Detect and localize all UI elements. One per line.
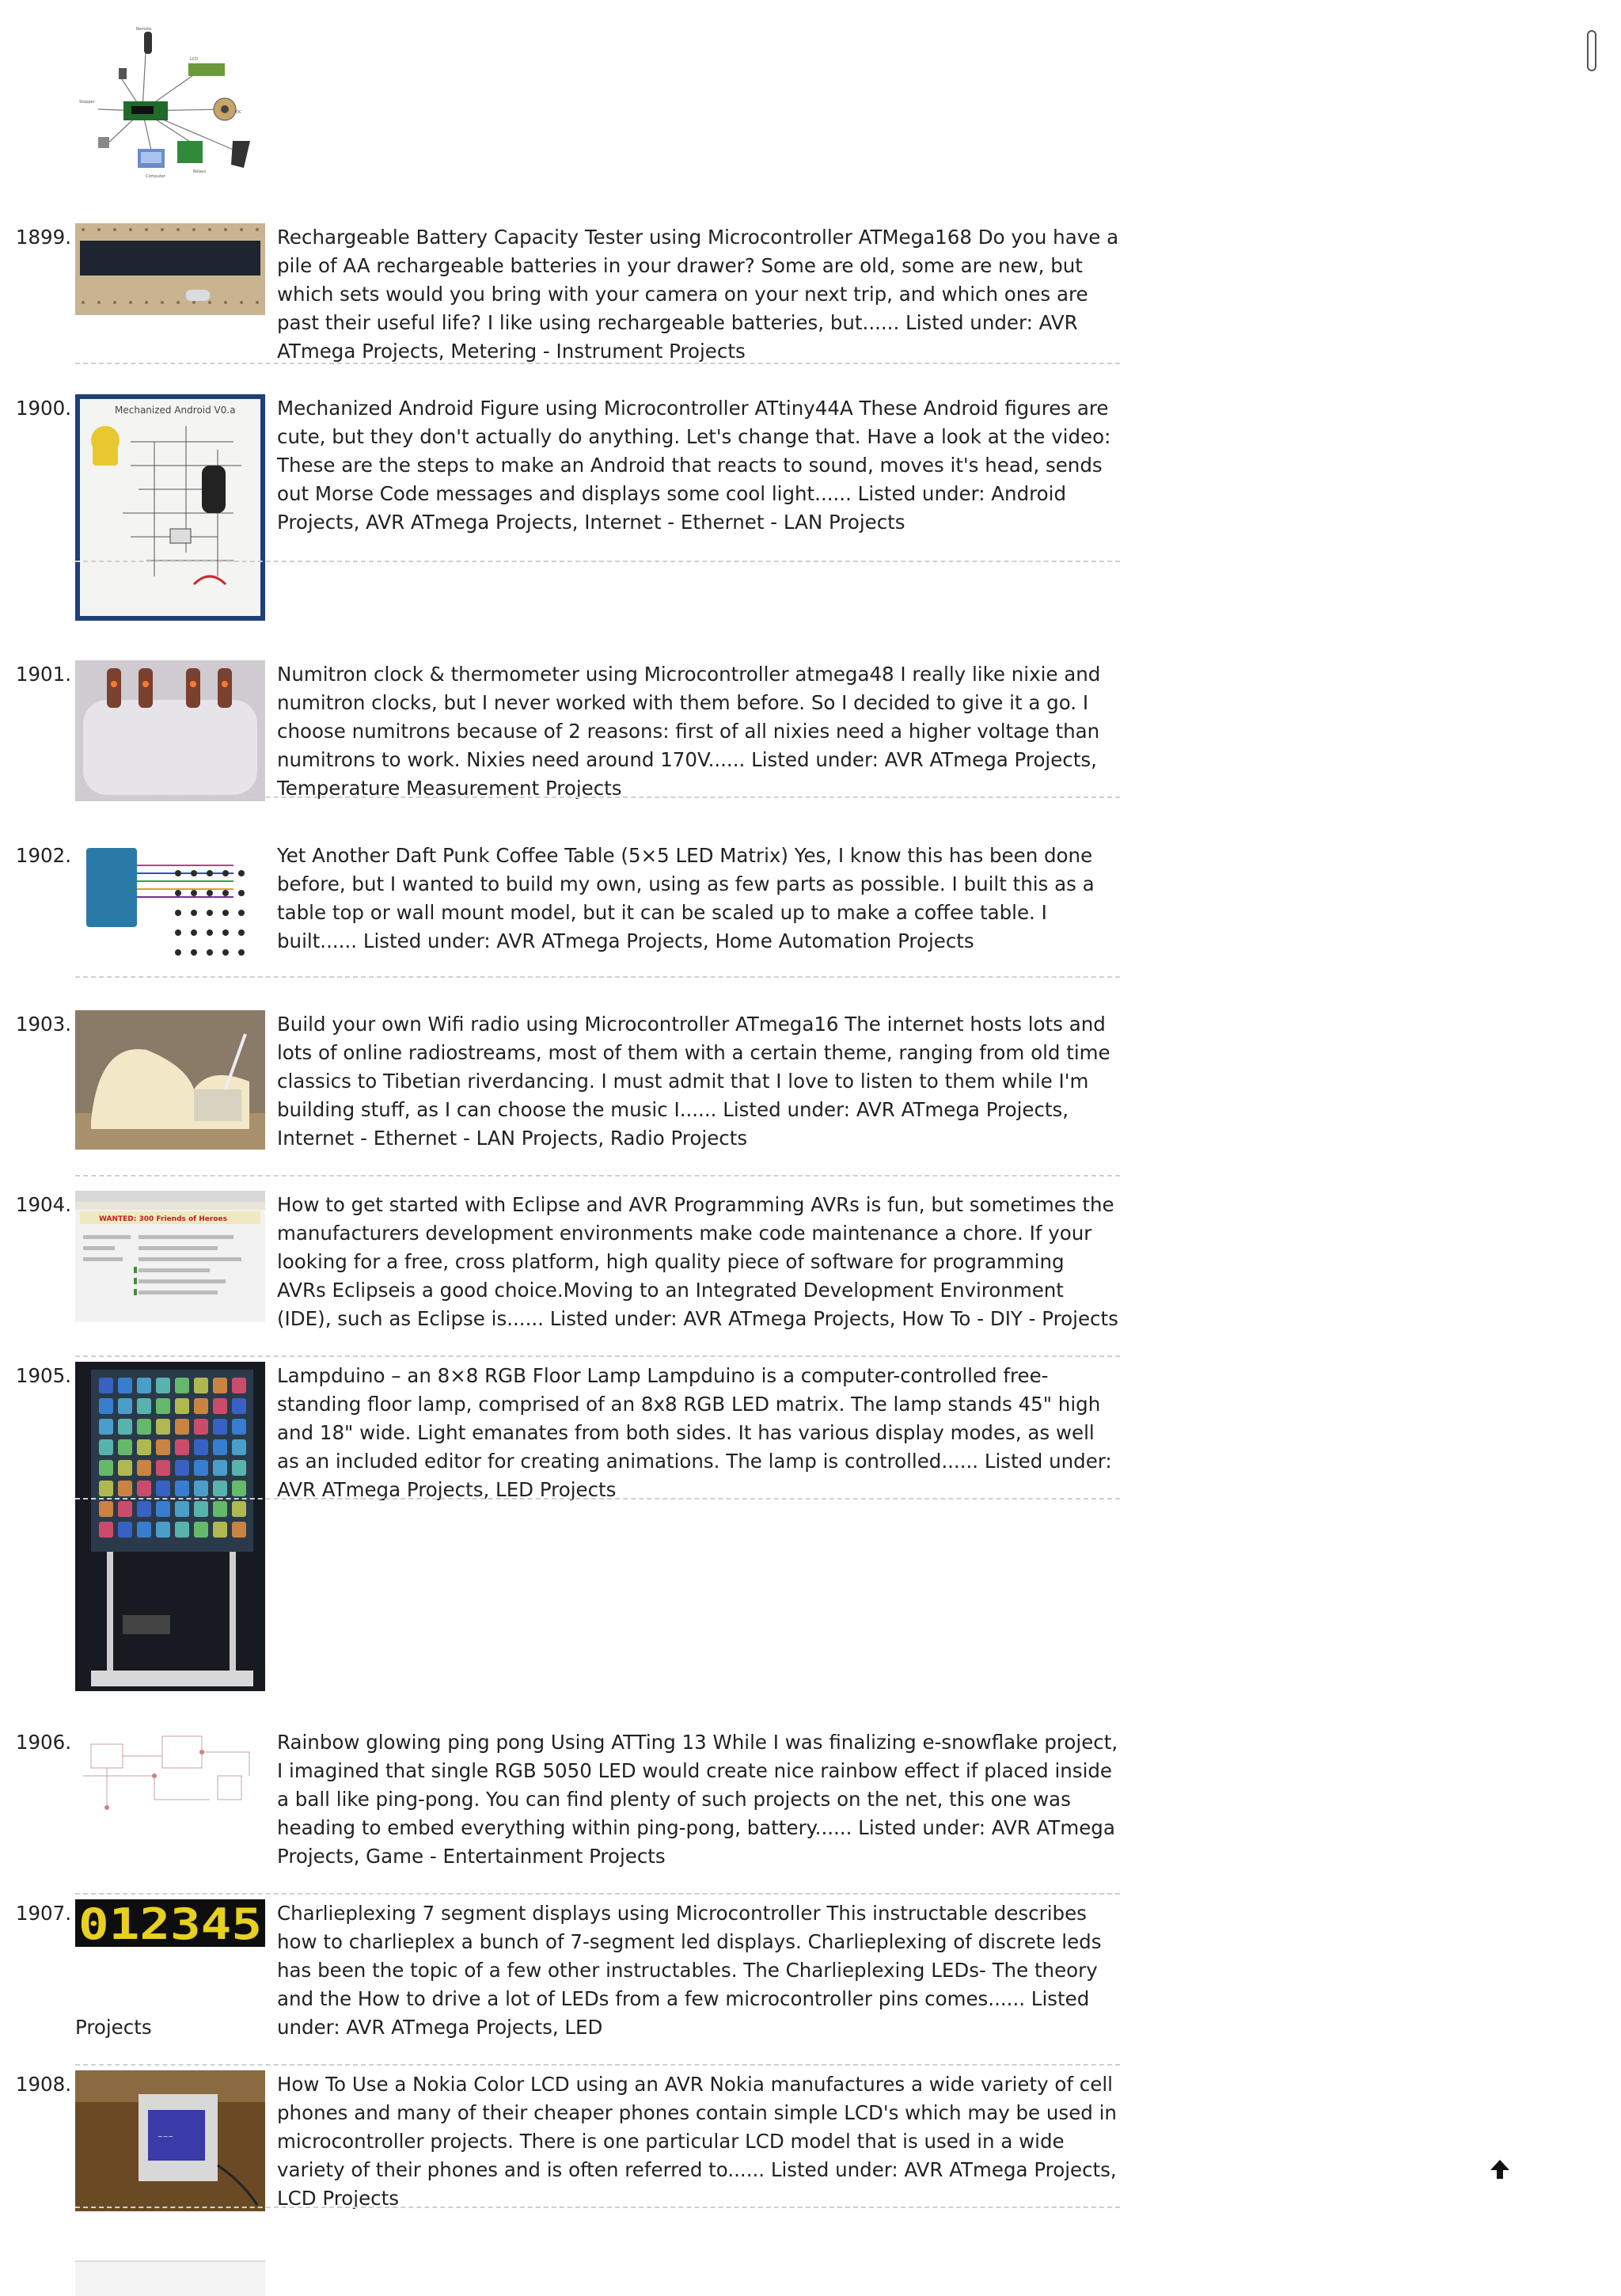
lamp-led-cell: [232, 1460, 246, 1476]
lamp-led-cell: [156, 1398, 170, 1414]
project-thumbnail[interactable]: [75, 660, 265, 801]
item-separator: [75, 976, 1120, 978]
lamp-led-cell: [118, 1460, 132, 1476]
svg-text:~~~: ~~~: [158, 2133, 174, 2140]
project-description[interactable]: Rechargeable Battery Capacity Tester using Microcontroller ATMega168 Do you have a pile of AA rechargeable batteries in your drawer? Some are old, some are new, but which sets would you bring with your camera on your next trip, and which ones are past their useful life? I like using rechargeable batteries, but...... Listed under: AVR ATmega Projects, Metering - Instrument Projects: [277, 226, 1119, 363]
item-separator: [75, 1893, 1120, 1895]
lamp-led-cell: [118, 1378, 132, 1393]
item-number: 1908.: [15, 2073, 71, 2096]
lamp-led-cell: [194, 1481, 208, 1496]
description-overflow[interactable]: Projects: [75, 2016, 152, 2039]
item-number: 1906.: [15, 1731, 71, 1754]
project-thumbnail[interactable]: [75, 1191, 265, 1322]
lamp-led-cell: [232, 1419, 246, 1435]
svg-text:Relays: Relays: [193, 169, 207, 174]
project-thumbnail[interactable]: [75, 2070, 265, 2211]
project-thumbnail[interactable]: [75, 223, 265, 315]
lamp-led-cell: [137, 1378, 151, 1393]
item-separator: [75, 561, 1120, 562]
lamp-led-cell: [232, 1522, 246, 1538]
lamp-led-cell: [137, 1398, 151, 1414]
thumb-caption: Mechanized Android V0.a: [115, 405, 236, 416]
lamp-led-cell: [175, 1460, 189, 1476]
project-description[interactable]: Rainbow glowing ping pong Using ATTing 13 While I was finalizing e-snowflake project, I imagined that single RGB 5050 LED would create nice rainbow effect if placed inside a ball like ping-pong. You can find plenty of such projects on the net, this one was heading to embed everything within ping-pong, battery...... Listed under: AVR ATmega Projects, Game - Entertainment Projects: [277, 1731, 1118, 1868]
project-thumbnail[interactable]: [75, 1899, 265, 1947]
item-number: 1899.: [15, 226, 71, 249]
lamp-led-cell: [213, 1522, 227, 1538]
project-thumbnail[interactable]: [75, 394, 265, 621]
lamp-led-cell: [232, 1481, 246, 1496]
lamp-led-cell: [175, 1419, 189, 1435]
item-number: 1904.: [15, 1193, 71, 1216]
project-thumbnail[interactable]: [75, 1728, 265, 1815]
lamp-led-cell: [99, 1398, 113, 1414]
lamp-led-cell: [156, 1460, 170, 1476]
lamp-led-cell: [118, 1481, 132, 1496]
lamp-led-cell: [156, 1378, 170, 1393]
lamp-led-cell: [137, 1439, 151, 1455]
lamp-led-cell: [175, 1398, 189, 1414]
item-separator: [75, 2207, 1120, 2208]
lamp-led-cell: [137, 1501, 151, 1517]
item-number: 1905.: [15, 1364, 71, 1387]
item-number: 1901.: [15, 663, 71, 686]
lamp-led-cell: [175, 1481, 189, 1496]
item-number: 1902.: [15, 844, 71, 867]
lamp-led-cell: [232, 1398, 246, 1414]
item-number: 1900.: [15, 397, 71, 420]
lamp-led-cell: [194, 1460, 208, 1476]
lamp-led-cell: [194, 1501, 208, 1517]
up-arrow-icon: [1488, 2157, 1512, 2181]
item-number: 1903.: [15, 1013, 71, 1036]
svg-text:LCD: LCD: [190, 57, 199, 62]
lamp-led-cell: [194, 1398, 208, 1414]
project-description[interactable]: Charlieplexing 7 segment displays using Microcontroller This instructable describes how to charlieplex a bunch of 7-segment led displays. Charlieplexing of discrete leds has been the topic of a few other instructables. The Charlieplexing LEDs- The theory and the How to drive a lot of LEDs from a few microcontroller pins comes...... Listed under: AVR ATmega Projects, LED: [277, 1902, 1102, 2039]
thumb-caption: 012345: [78, 1899, 262, 1947]
lamp-led-cell: [232, 1501, 246, 1517]
lamp-led-cell: [194, 1378, 208, 1393]
lamp-led-cell: [156, 1419, 170, 1435]
next-thumbnail-partial[interactable]: [75, 2260, 265, 2296]
lamp-led-cell: [175, 1522, 189, 1538]
project-description[interactable]: Lampduino – an 8×8 RGB Floor Lamp Lampduino is a computer-controlled free-standing floor lamp, comprised of an 8x8 RGB LED matrix. The lamp stands 45" high and 18" wide. Light emanates from both sides. It has various display modes, as well as an included editor for creating animations. The lamp is controlled...... Listed under: AVR ATmega Projects, LED Projects: [277, 1364, 1112, 1501]
lamp-led-cell: [213, 1398, 227, 1414]
lamp-led-cell: [213, 1419, 227, 1435]
lamp-led-cell: [156, 1501, 170, 1517]
lamp-led-cell: [156, 1439, 170, 1455]
svg-text:DC: DC: [236, 110, 242, 115]
lamp-led-cell: [156, 1522, 170, 1538]
item-number: 1907.: [15, 1902, 71, 1925]
thumb-caption: WANTED: 300 Friends of Heroes: [99, 1215, 227, 1223]
lamp-led-cell: [213, 1481, 227, 1496]
lamp-led-cell: [118, 1522, 132, 1538]
lamp-led-cell: [194, 1522, 208, 1538]
lamp-led-cell: [137, 1481, 151, 1496]
lamp-led-cell: [213, 1501, 227, 1517]
item-separator: [75, 1175, 1120, 1177]
lamp-led-cell: [175, 1439, 189, 1455]
item-separator: [75, 1355, 1120, 1357]
lamp-led-cell: [213, 1378, 227, 1393]
scrollbar-thumb[interactable]: [1587, 30, 1596, 71]
item-separator: [75, 363, 1120, 364]
lamp-led-cell: [99, 1378, 113, 1393]
lamp-led-cell: [213, 1460, 227, 1476]
svg-text:Stepper: Stepper: [79, 100, 95, 105]
lamp-led-cell: [99, 1501, 113, 1517]
lamp-led-cell: [232, 1378, 246, 1393]
lamp-led-cell: [175, 1501, 189, 1517]
lamp-led-cell: [99, 1419, 113, 1435]
svg-text:Remote: Remote: [136, 27, 152, 32]
item-separator: [75, 2064, 1120, 2066]
back-to-top-button[interactable]: [1488, 2157, 1512, 2181]
lamp-led-cell: [99, 1439, 113, 1455]
item-separator: [75, 1498, 1120, 1500]
project-description[interactable]: Build your own Wifi radio using Microcontroller ATmega16 The internet hosts lots and lots of online radiostreams, most of them with a certain theme, ranging from old time classics to Tibetian riverdancing. I must admit that I love to listen to them while I'm building stuff, as I can choose the music I...... Listed under: AVR ATmega Projects, Internet - Ethernet - LAN Projects, Radio Projects: [277, 1013, 1110, 1150]
lamp-led-cell: [175, 1378, 189, 1393]
project-description[interactable]: Yet Another Daft Punk Coffee Table (5×5 LED Matrix) Yes, I know this has been done before, but I wanted to build my own, using as few parts as possible. I built this as a table top or wall mount model, but it can be scaled up to make a coffee table. I built...... Listed under: AVR ATmega Projects, Home Automation Projects: [277, 844, 1095, 952]
lamp-led-cell: [99, 1522, 113, 1538]
project-description[interactable]: How to get started with Eclipse and AVR Programming AVRs is fun, but sometimes the manufacturers development environments make code maintenance a chore. If your looking for a free, cross platform, high quality piece of software for programming AVRs Eclipseis a good choice.Moving to an Integrated Development Environment (IDE), such as Eclipse is...... Listed under: AVR ATmega Projects, How To - DIY - Projects: [277, 1193, 1118, 1330]
item-separator: [75, 796, 1120, 798]
lamp-led-cell: [194, 1439, 208, 1455]
lamp-led-cell: [118, 1439, 132, 1455]
lamp-led-cell: [118, 1501, 132, 1517]
project-description[interactable]: Mechanized Android Figure using Microcontroller ATtiny44A These Android figures are cute, but they don't actually do anything. Let's change that. Have a look at the video: These are the steps to make an Android that reacts to sound, moves it's head, sends out Morse Code messages and displays some cool light...... Listed under: Android Projects, AVR ATmega Projects, Internet - Ethernet - LAN Projects: [277, 397, 1111, 534]
lamp-led-cell: [232, 1439, 246, 1455]
project-thumbnail[interactable]: [75, 842, 265, 968]
svg-text:Computer: Computer: [146, 174, 165, 179]
lamp-led-cell: [118, 1419, 132, 1435]
project-thumbnail[interactable]: [75, 1362, 265, 1691]
lamp-led-cell: [156, 1481, 170, 1496]
lamp-led-cell: [99, 1460, 113, 1476]
lamp-led-cell: [99, 1481, 113, 1496]
lamp-led-cell: [118, 1398, 132, 1414]
project-thumbnail[interactable]: [75, 1010, 265, 1150]
lamp-led-cell: [194, 1419, 208, 1435]
lamp-led-cell: [137, 1522, 151, 1538]
lamp-led-cell: [213, 1439, 227, 1455]
lamp-led-cell: [137, 1460, 151, 1476]
project-description[interactable]: How To Use a Nokia Color LCD using an AVR Nokia manufactures a wide variety of cell phones and many of their cheaper phones contain simple LCD's which may be used in microcontroller projects. There is one particular LCD model that is used in a wide variety of their phones and is often referred to...... Listed under: AVR ATmega Projects, LCD Projects: [277, 2073, 1117, 2210]
project-description[interactable]: Numitron clock & thermometer using Microcontroller atmega48 I really like nixie and numitron clocks, but I never worked with them before. So I decided to give it a go. I choose numitrons because of 2 reasons: first of all nixies need a higher voltage than numitrons to work. Nixies need around 170V...... Listed under: AVR ATmega Projects, Temperature Measurement Projects: [277, 663, 1101, 800]
lamp-led-cell: [137, 1419, 151, 1435]
